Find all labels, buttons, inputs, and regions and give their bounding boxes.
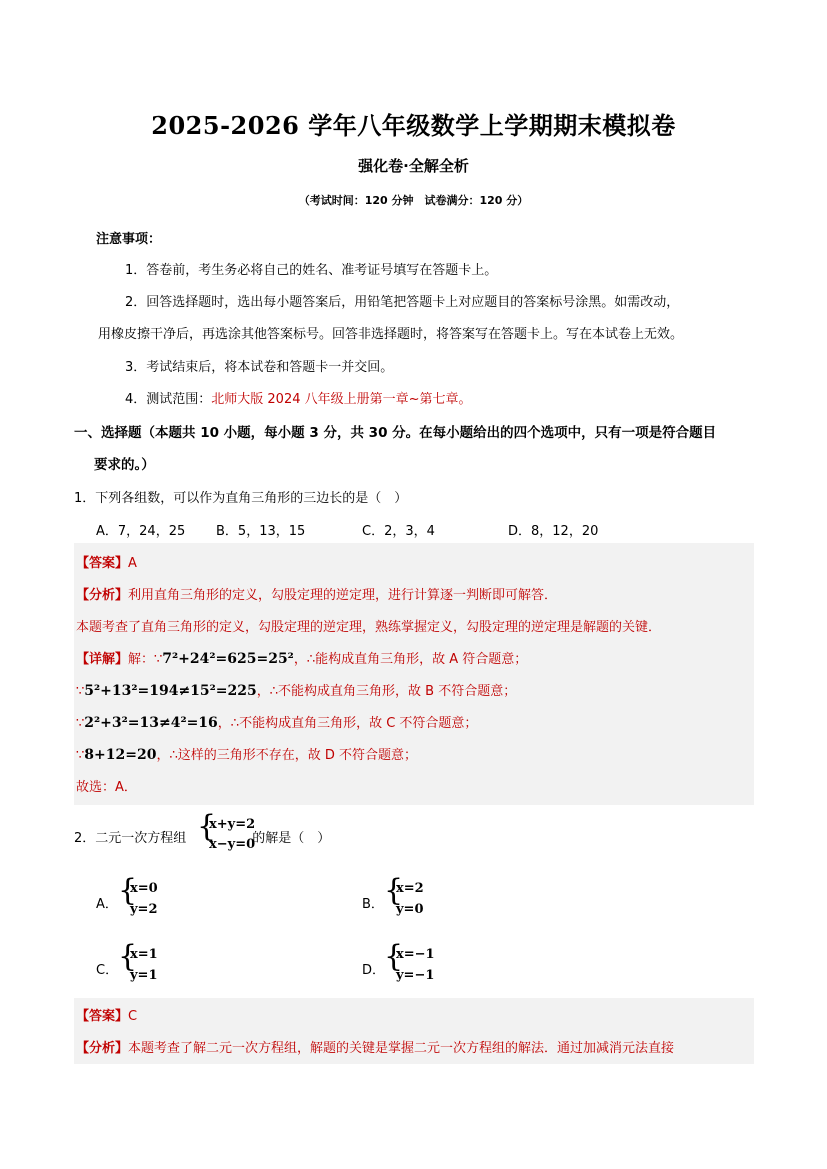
q2-option-a-label: A． bbox=[96, 897, 118, 912]
q2-option-b-eq-1: x=2 bbox=[396, 881, 424, 896]
q1-analysis-tag: 【分析】 bbox=[76, 588, 129, 603]
q2-option-d-system bbox=[384, 939, 454, 986]
q1-detail-2 bbox=[76, 680, 516, 699]
q2-solution-box bbox=[74, 998, 754, 1064]
q2-option-b-system bbox=[384, 873, 444, 920]
q2-option-c-brace: { bbox=[118, 939, 138, 974]
note-item-1: 1．答卷前，考生务必将自己的姓名、准考证号填写在答题卡上。 bbox=[125, 263, 498, 278]
note-item-2-cont: 用橡皮擦干净后，再选涂其他答案标号。回答非选择题时，将答案写在答题卡上。写在本试卷上无效。 bbox=[98, 327, 684, 342]
note-item-4-prefix: 4．测试范围： bbox=[125, 392, 212, 407]
paper-subtitle: 强化卷·全解全析 bbox=[358, 157, 469, 175]
q2-option-a-system bbox=[118, 873, 178, 920]
q2-option-c-label: C． bbox=[96, 963, 119, 978]
q2-answer-tag: 【答案】 bbox=[76, 1009, 129, 1024]
q2-option-d-label: D． bbox=[362, 963, 386, 978]
q2-analysis-text: 本题考查了解二元一次方程组，解题的关键是掌握二元一次方程组的解法．通过加减消元法直接 bbox=[128, 1041, 675, 1056]
q1-answer-tag: 【答案】 bbox=[76, 556, 129, 571]
q2-option-c-eq-1: x=1 bbox=[130, 947, 158, 962]
q1-option-b: B．5，13，15 bbox=[216, 524, 306, 539]
q2-option-d-eq-2: y=−1 bbox=[396, 968, 435, 983]
q1-analysis-2: 本题考查了直角三角形的定义，勾股定理的逆定理，熟练掌握定义，勾股定理的逆定理是解题的关键． bbox=[76, 620, 662, 635]
q1-detail-math-4: 8+12=20 bbox=[84, 747, 157, 763]
q2-answer-value: C bbox=[128, 1009, 138, 1024]
q1-detail-tag: 【详解】 bbox=[76, 652, 129, 667]
q1-analysis bbox=[76, 584, 557, 603]
q1-detail-lead-3: ∵ bbox=[76, 716, 85, 731]
q2-option-c-system bbox=[118, 939, 178, 986]
note-item-2: 2．回答选择题时，选出每小题答案后，用铅笔把答题卡上对应题目的答案标号涂黑。如需改动， bbox=[125, 295, 680, 310]
note-item-4 bbox=[125, 388, 472, 407]
q2-system-eq-1: x+y=2 bbox=[209, 817, 256, 832]
q2-option-b-eq-2: y=0 bbox=[396, 902, 424, 917]
section1-title-cont: 要求的。） bbox=[94, 457, 155, 473]
q2-option-d-brace: { bbox=[384, 939, 404, 974]
q1-stem: 1．下列各组数，可以作为直角三角形的三边长的是（ ） bbox=[74, 491, 408, 506]
q1-answer-value: A bbox=[128, 556, 137, 571]
q1-detail-1 bbox=[76, 648, 527, 667]
q2-answer bbox=[76, 1005, 137, 1024]
q1-detail-text-1: ，∴能构成直角三角形，故 A 符合题意； bbox=[293, 652, 528, 667]
exam-info: （考试时间：120 分钟 试卷满分：120 分） bbox=[298, 194, 529, 207]
q2-option-d-eq-1: x=−1 bbox=[396, 947, 435, 962]
q2-stem-prefix: 2．二元一次方程组 bbox=[74, 831, 187, 846]
q2-stem-suffix: 的解是（ ） bbox=[252, 831, 331, 846]
q1-detail-lead-2: ∵ bbox=[76, 684, 85, 699]
q1-answer bbox=[76, 552, 137, 571]
q1-detail-math-2: 5²+13²=194≠15²=225 bbox=[84, 683, 257, 699]
note-item-4-range: 北师大版 2024 八年级上册第一章~第七章。 bbox=[211, 392, 472, 407]
section1-title: 一、选择题（本题共 10 小题，每小题 3 分，共 30 分。在每小题给出的四个选项中，只有一项是符合题目 bbox=[74, 425, 717, 441]
q1-detail-prefix: 解：∵ bbox=[128, 652, 163, 667]
q1-option-d: D．8，12，20 bbox=[508, 524, 599, 539]
q1-detail-text-4: ，∴这样的三角形不存在，故 D 不符合题意； bbox=[156, 748, 417, 763]
q1-detail-3 bbox=[76, 712, 477, 731]
q1-analysis-text: 利用直角三角形的定义，勾股定理的逆定理，进行计算逐一判断即可解答． bbox=[128, 588, 558, 603]
notes-heading: 注意事项： bbox=[96, 232, 162, 247]
q2-option-b-label: B． bbox=[362, 897, 384, 912]
q2-system-eq-2: x−y=0 bbox=[209, 837, 256, 852]
q2-option-a-eq-1: x=0 bbox=[130, 881, 158, 896]
q1-conclusion: 故选：A． bbox=[76, 780, 137, 795]
q1-solution-box bbox=[74, 543, 754, 805]
note-item-3: 3．考试结束后，将本试卷和答题卡一并交回。 bbox=[125, 360, 394, 375]
q1-detail-4 bbox=[76, 744, 417, 763]
q2-option-c-eq-2: y=1 bbox=[130, 968, 158, 983]
q2-option-a-eq-2: y=2 bbox=[130, 902, 158, 917]
q1-detail-text-3: ，∴不能构成直角三角形，故 C 不符合题意； bbox=[217, 716, 478, 731]
q1-detail-lead-4: ∵ bbox=[76, 748, 85, 763]
q2-system-brace: { bbox=[197, 809, 217, 844]
q2-analysis bbox=[76, 1037, 674, 1056]
q1-option-a: A．7，24，25 bbox=[96, 524, 186, 539]
q2-analysis-tag: 【分析】 bbox=[76, 1041, 129, 1056]
q1-detail-math-3: 2²+3²=13≠4²=16 bbox=[84, 715, 218, 731]
q1-option-c: C．2，3，4 bbox=[362, 524, 435, 539]
paper-title: 2025-2026 学年八年级数学上学期期末模拟卷 bbox=[151, 111, 676, 140]
q1-detail-text-2: ，∴不能构成直角三角形，故 B 不符合题意； bbox=[256, 684, 517, 699]
q2-option-b-brace: { bbox=[384, 873, 404, 908]
q1-detail-math-1: 7²+24²=625=25² bbox=[162, 651, 294, 667]
q2-system bbox=[197, 809, 267, 856]
q2-option-a-brace: { bbox=[118, 873, 138, 908]
